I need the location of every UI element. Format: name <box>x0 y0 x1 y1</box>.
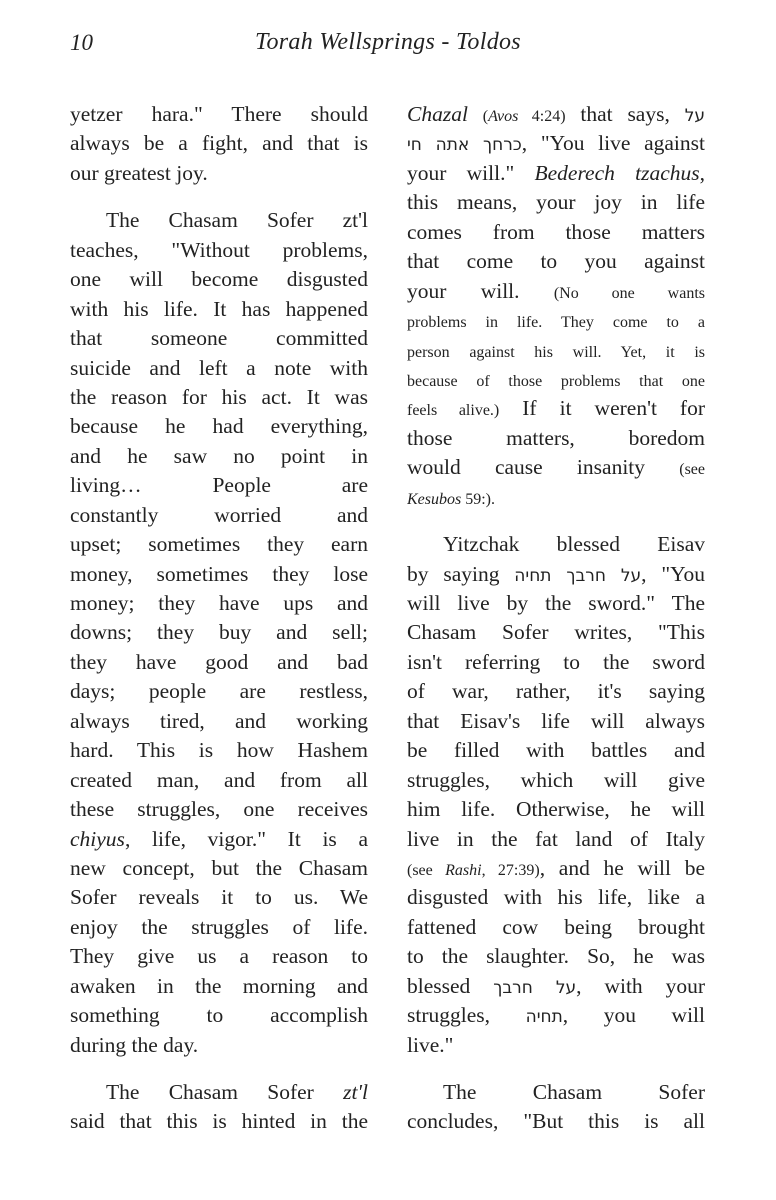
citation-text: , 27:39) <box>481 861 540 879</box>
text-line: Sofer reveals it to us. We <box>70 885 368 910</box>
text-line: Chasam Sofer writes, "This <box>407 620 705 645</box>
text-run <box>468 102 483 126</box>
text-line <box>70 1078 368 1107</box>
citation-text: problems in life. They come to a <box>407 314 705 332</box>
text-line <box>407 100 705 129</box>
text-run: , "You <box>641 561 705 586</box>
text-run: , life, vigor." It is a <box>124 826 368 851</box>
text-run: that says, <box>565 102 685 126</box>
text-run: your will. <box>407 278 554 303</box>
text-line: comes from those matters <box>407 219 705 244</box>
text-line: something to accomplish <box>70 1003 368 1028</box>
page-number: 10 <box>70 30 93 55</box>
paragraph <box>407 1078 705 1137</box>
citation-text: (see <box>679 461 705 479</box>
citation-text: ( <box>482 108 489 125</box>
text-line: downs; they buy and sell; <box>70 620 368 645</box>
text-line <box>407 560 705 589</box>
citation-text: 59:). <box>461 490 496 508</box>
text-line: yetzer hara." There should <box>70 102 368 126</box>
hebrew-text: על חרבך <box>493 977 577 998</box>
text-line: always be a fight, and that is <box>70 131 368 156</box>
citation-text: Avos <box>488 108 519 125</box>
text-run: struggles, <box>407 1003 526 1028</box>
text-line <box>407 277 705 306</box>
text-line: live." <box>407 1032 454 1057</box>
text-line: constantly worried and <box>70 502 368 527</box>
text-line: those matters, boredom <box>407 425 705 450</box>
text-line: to the slaughter. So, he was <box>407 944 705 969</box>
text-line: enjoy the struggles of life. <box>70 914 368 939</box>
text-line: They give us a reason to <box>70 944 368 969</box>
text-line: The Chasam Sofer zt'l <box>106 208 368 233</box>
text-run: , <box>699 160 705 185</box>
text-line: concludes, "But this is all <box>407 1109 705 1134</box>
text-line: days; people are restless, <box>70 679 368 704</box>
text-line: hard. This is how Hashem <box>70 738 368 763</box>
hebrew-text: כרחך אתה חי <box>407 135 522 156</box>
text-run: blessed <box>407 973 494 998</box>
text-line: and he saw no point in <box>70 443 368 468</box>
text-line: the reason for his act. It was <box>70 384 368 409</box>
text-line: one will become disgusted <box>70 267 368 292</box>
text-line: of war, rather, it's saying <box>407 679 705 704</box>
paragraph <box>70 1078 368 1137</box>
text-line: always tired, and working <box>70 708 368 733</box>
text-line: upset; sometimes they earn <box>70 532 368 557</box>
text-line: this means, your joy in life <box>407 190 705 215</box>
text-run: would cause insanity <box>407 455 680 480</box>
text-line <box>70 825 368 854</box>
text-line: disgusted with his life, like a <box>407 885 705 910</box>
citation-text: Rashi <box>445 861 482 879</box>
text-line: isn't referring to the sword <box>407 649 705 674</box>
citation-text: (see <box>407 861 446 879</box>
paragraph <box>407 100 705 512</box>
text-line: money, sometimes they lose <box>70 561 368 586</box>
citation-text: because of those problems that one <box>407 372 705 390</box>
text-line: that come to you against <box>407 249 705 274</box>
text-line: with his life. It has happened <box>70 296 368 321</box>
text-line: suicide and left a note with <box>70 355 368 380</box>
text-line <box>407 394 705 423</box>
text-line: new concept, but the Chasam <box>70 855 368 880</box>
text-line: our greatest joy. <box>70 160 208 185</box>
paragraph <box>407 530 705 1060</box>
citation-text: Kesubos <box>407 490 462 508</box>
text-line: fattened cow being brought <box>407 914 705 939</box>
text-line: The Chasam Sofer <box>443 1080 705 1104</box>
text-line: they have good and bad <box>70 649 368 674</box>
citation-text: 4:24) <box>518 108 566 125</box>
paragraph <box>70 100 368 188</box>
text-run: , you will <box>562 1003 705 1028</box>
text-line: him life. Otherwise, he will <box>407 797 705 822</box>
text-line <box>407 453 705 482</box>
italic-term: zt'l <box>343 1080 368 1104</box>
text-line <box>407 159 705 188</box>
hebrew-text: על <box>684 106 705 126</box>
text-line: live in the fat land of Italy <box>407 826 705 851</box>
text-line: these struggles, one receives <box>70 797 368 822</box>
citation-text: feels alive.) <box>407 402 500 420</box>
text-line <box>407 336 705 365</box>
italic-term: Bederech tzachus <box>534 160 700 185</box>
text-line: that someone committed <box>70 326 368 351</box>
text-line: awaken in the morning and <box>70 973 368 998</box>
text-line <box>407 854 705 883</box>
text-run: The Chasam Sofer <box>106 1080 344 1104</box>
text-run: , "You live against <box>521 131 705 156</box>
text-line <box>407 972 705 1001</box>
hebrew-text: על חרבך תחיה <box>514 565 642 586</box>
citation-text: person against his will. Yet, it is <box>407 343 705 361</box>
text-line <box>407 306 705 335</box>
text-run: , and he will be <box>539 855 705 880</box>
paragraph <box>70 206 368 1060</box>
hebrew-text: תחיה <box>525 1007 563 1028</box>
citation-text: (No one wants <box>553 284 705 302</box>
text-run: by saying <box>407 561 515 586</box>
right-text-column <box>407 100 705 1155</box>
text-line: struggles, which will give <box>407 767 705 792</box>
text-line: created man, and from all <box>70 767 368 792</box>
left-text-column <box>70 100 368 1155</box>
text-line <box>407 365 705 394</box>
italic-term: Chazal <box>407 102 468 126</box>
text-line: because he had everything, <box>70 414 368 439</box>
text-line: living… People are <box>70 473 368 498</box>
text-line <box>407 1001 705 1030</box>
text-run: , with your <box>576 973 705 998</box>
text-run: If it weren't for <box>499 396 705 421</box>
text-line: during the day. <box>70 1032 199 1057</box>
text-line <box>407 483 705 512</box>
running-title: Torah Wellsprings - Toldos <box>255 29 521 55</box>
text-line: money; they have ups and <box>70 591 368 615</box>
text-line: said that this is hinted in the <box>70 1109 368 1134</box>
italic-term: chiyus <box>70 826 125 851</box>
text-run: your will." <box>407 160 535 185</box>
text-line: teaches, "Without problems, <box>70 237 368 262</box>
text-line: be filled with battles and <box>407 738 705 763</box>
text-line: that Eisav's life will always <box>407 708 705 733</box>
text-line: will live by the sword." The <box>407 591 705 615</box>
text-line <box>407 129 705 158</box>
text-line: Yitzchak blessed Eisav <box>443 532 705 557</box>
